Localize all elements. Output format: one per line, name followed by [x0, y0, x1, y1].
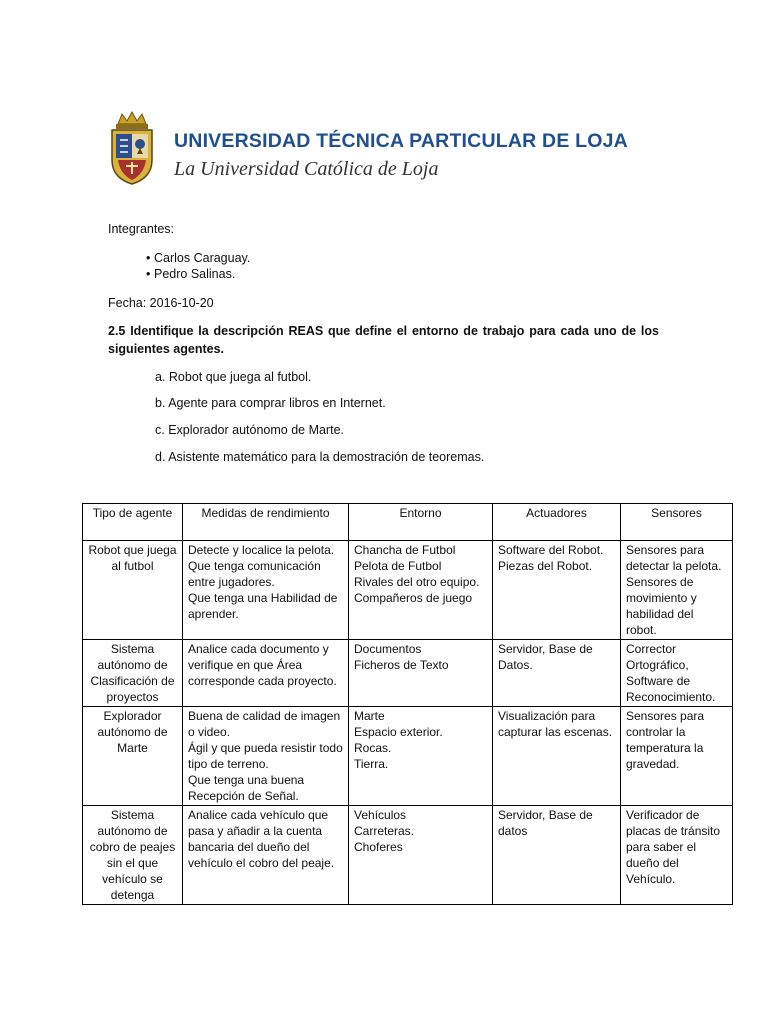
cell-line: Que tenga una buena Recepción de Señal.	[188, 773, 305, 803]
cell-line: Compañeros de juego	[354, 591, 473, 605]
column-header: Actuadores	[493, 504, 621, 541]
cell-line: Analice cada documento y verifique en que Área corresponde cada proyecto.	[188, 642, 337, 688]
cell-line: Rivales del otro equipo.	[354, 575, 480, 589]
agent-type-cell: Robot que juega al futbol	[83, 541, 183, 640]
cell-line: Marte	[354, 709, 385, 723]
sensors-cell	[621, 541, 733, 640]
university-header	[106, 108, 666, 188]
sensors-cell	[621, 806, 733, 905]
environment-cell	[349, 640, 493, 707]
agent-type-cell: Explorador autónomo de Marte	[83, 707, 183, 806]
agent-item-a: a. Robot que juega al futbol.	[155, 370, 312, 384]
cell-line: Chancha de Futbol	[354, 543, 456, 557]
cell-line: Buena de calidad de imagen o video.	[188, 709, 341, 739]
cell-line: Detecte y localice la pelota.	[188, 543, 335, 557]
table-row	[83, 541, 733, 640]
list-item: • Pedro Salinas.	[108, 266, 250, 282]
cell-line: Rocas.	[354, 741, 392, 755]
university-subtitle: La Universidad Católica de Loja	[174, 158, 439, 180]
cell-line: Carreteras.	[354, 824, 415, 838]
actuators-cell	[493, 640, 621, 707]
cell-line: Verificador de placas de tránsito para saber el dueño del Vehículo.	[626, 808, 721, 886]
cell-line: Que tenga una Habilidad de aprender.	[188, 591, 338, 621]
table-row	[83, 806, 733, 905]
cell-line: Tierra.	[354, 757, 389, 771]
cell-line: Software del Robot.	[498, 543, 604, 557]
cell-line: Espacio exterior.	[354, 725, 443, 739]
agent-type-cell: Sistema autónomo de cobro de peajes sin el que vehículo se detenga	[83, 806, 183, 905]
cell-line: Analice cada vehículo que pasa y añadir a la cuenta bancaria del dueño del vehículo el cobro del peaje.	[188, 808, 335, 870]
cell-line: Piezas del Robot.	[498, 559, 593, 573]
sensors-cell	[621, 640, 733, 707]
column-header: Entorno	[349, 504, 493, 541]
cell-line: Documentos	[354, 642, 422, 656]
column-header: Tipo de agente	[83, 504, 183, 541]
performance-cell	[183, 541, 349, 640]
cell-line: Sensores para controlar la temperatura la gravedad.	[626, 709, 705, 771]
agent-type-cell: Sistema autónomo de Clasificación de proyectos	[83, 640, 183, 707]
column-header: Sensores	[621, 504, 733, 541]
reas-table	[82, 503, 733, 905]
list-item: • Carlos Caraguay.	[108, 250, 250, 266]
actuators-cell	[493, 541, 621, 640]
cell-line: Pelota de Futbol	[354, 559, 442, 573]
cell-line: Que tenga comunicación entre jugadores.	[188, 559, 321, 589]
question-text: 2.5 Identifique la descripción REAS que define el entorno de trabajo para cada uno de los siguientes agentes.	[108, 324, 659, 356]
cell-line: Servidor, Base de datos	[498, 808, 593, 838]
performance-cell	[183, 640, 349, 707]
table-row	[83, 707, 733, 806]
actuators-cell	[493, 806, 621, 905]
cell-line: Ficheros de Texto	[354, 658, 449, 672]
environment-cell	[349, 541, 493, 640]
cell-line: Sensores para detectar la pelota.	[626, 543, 722, 573]
cell-line: Servidor, Base de Datos.	[498, 642, 593, 672]
members-list	[108, 250, 250, 282]
sensors-cell	[621, 707, 733, 806]
environment-cell	[349, 806, 493, 905]
cell-line: Ágil y que pueda resistir todo tipo de terreno.	[188, 741, 343, 771]
performance-cell	[183, 806, 349, 905]
cell-line: Visualización para capturar las escenas.	[498, 709, 613, 739]
members-label: Integrantes:	[108, 222, 175, 236]
table-row	[83, 640, 733, 707]
agent-item-b: b. Agente para comprar libros en Internet.	[155, 396, 386, 410]
university-crest-icon	[106, 110, 158, 186]
table-body	[83, 541, 733, 905]
performance-cell	[183, 707, 349, 806]
cell-line: Corrector Ortográfico, Software de Reconocimiento.	[626, 642, 716, 704]
actuators-cell	[493, 707, 621, 806]
environment-cell	[349, 707, 493, 806]
date-line: Fecha: 2016-10-20	[108, 296, 214, 310]
cell-line: Vehículos	[354, 808, 407, 822]
university-name: UNIVERSIDAD TÉCNICA PARTICULAR DE LOJA	[174, 130, 628, 152]
agent-item-d: d. Asistente matemático para la demostración de teoremas.	[155, 450, 485, 464]
column-header: Medidas de rendimiento	[183, 504, 349, 541]
agent-item-c: c. Explorador autónomo de Marte.	[155, 423, 344, 437]
cell-line: Sensores de movimiento y habilidad del robot.	[626, 575, 697, 637]
cell-line: Choferes	[354, 840, 403, 854]
table-header-row	[83, 504, 733, 541]
